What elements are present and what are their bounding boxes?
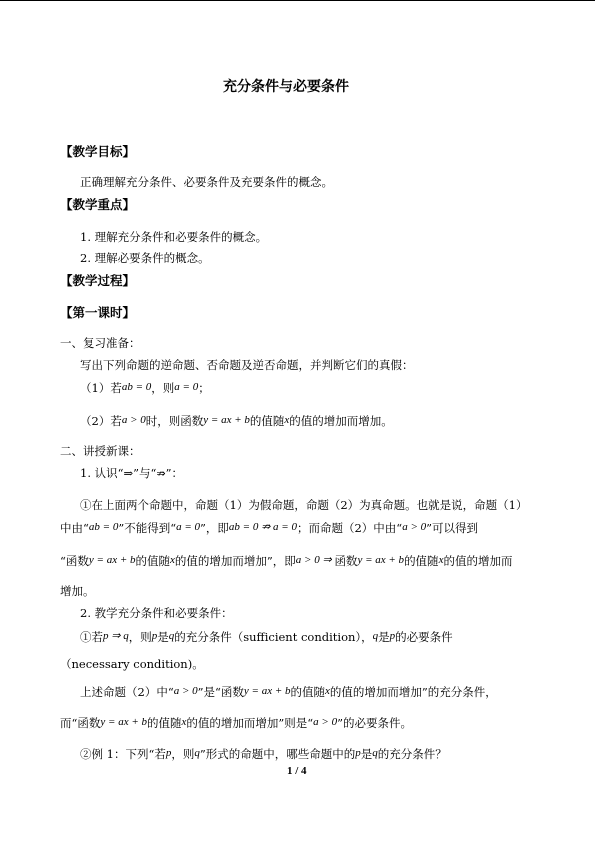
para1-line4: 增加。 bbox=[60, 584, 95, 598]
text: 的值的增加而增加”的充分条件， bbox=[329, 685, 497, 699]
text: 的充分条件？ bbox=[377, 747, 447, 761]
text: ； bbox=[198, 381, 210, 395]
goal-text: 正确理解充分条件、必要条件及充要条件的概念。 bbox=[80, 175, 333, 189]
text: ②例 1：下列“若 bbox=[80, 747, 166, 761]
text: （2）若 bbox=[80, 414, 122, 428]
text: 1. 认识“⇒”与“ bbox=[80, 466, 157, 480]
math-y-eq-ax-b: y = ax + b bbox=[243, 685, 291, 697]
text: 的值的增加而增加”则是“ bbox=[186, 716, 314, 730]
page-title: 充分条件与必要条件 bbox=[223, 79, 349, 95]
math-p: p bbox=[151, 630, 158, 642]
text: 时，则函数 bbox=[145, 414, 204, 428]
step-1-heading bbox=[80, 466, 183, 481]
text: “函数 bbox=[60, 554, 89, 568]
not-implies-symbol: ⇏ bbox=[156, 467, 166, 480]
math-not-implies: ab = 0 ⇏ a = 0 bbox=[228, 521, 297, 533]
math-a-gt-0: a > 0 bbox=[313, 716, 338, 728]
math-a-eq-0: a = 0 bbox=[174, 381, 199, 393]
text: （1）若 bbox=[80, 381, 122, 395]
text: ①若 bbox=[80, 630, 103, 644]
para1-line3 bbox=[60, 554, 512, 569]
text: 是 bbox=[378, 630, 390, 644]
text: 而“函数 bbox=[60, 716, 101, 730]
math-a-gt-0: a > 0 bbox=[121, 414, 146, 426]
math-a-gt-0: a > 0 bbox=[173, 685, 198, 697]
text: 的值的增加而 bbox=[443, 554, 513, 568]
text: ”可以得到 bbox=[426, 521, 479, 535]
text: 的值随 bbox=[135, 554, 171, 568]
math-q: q bbox=[372, 630, 379, 642]
text: 是 bbox=[360, 747, 373, 761]
example-1 bbox=[80, 747, 447, 762]
key-item-2: 2. 理解必要条件的概念。 bbox=[80, 251, 210, 265]
text: 中由“ bbox=[60, 521, 89, 535]
math-x: x bbox=[170, 554, 175, 566]
page-top-rule bbox=[0, 0, 595, 1]
teach-heading: 二、讲授新课： bbox=[60, 444, 141, 458]
math-ab-eq-0: ab = 0 bbox=[88, 521, 119, 533]
text: 上述命题（2）中“ bbox=[80, 685, 174, 699]
math-x: x bbox=[438, 554, 444, 566]
text: ”形式的命题中，哪些命题中的 bbox=[199, 747, 356, 761]
text: ，则 bbox=[128, 630, 152, 644]
math-x: x bbox=[325, 685, 330, 697]
text: ”的必要条件。 bbox=[337, 716, 412, 730]
text: ”： bbox=[165, 466, 184, 480]
text: 的值的增加而增加。 bbox=[289, 414, 393, 428]
math-a-eq-0: a = 0 bbox=[176, 521, 201, 533]
text: ，则 bbox=[171, 747, 195, 761]
text: ”是“函数 bbox=[197, 685, 244, 699]
text: 是 bbox=[157, 630, 169, 644]
text: 的值随 bbox=[249, 414, 285, 428]
para2-line2: （necessary condition)。 bbox=[60, 657, 204, 671]
math-a-gt-0: a > 0 bbox=[402, 521, 427, 533]
para3-line2 bbox=[60, 716, 412, 731]
text: ”，即 bbox=[200, 521, 229, 535]
para3-line1 bbox=[80, 685, 497, 700]
review-heading: 一、复习准备： bbox=[60, 336, 141, 350]
section-heading-process: 【教学过程】 bbox=[60, 273, 136, 288]
step-2-heading: 2. 教学充分条件和必要条件： bbox=[80, 606, 233, 620]
text: 的值随 bbox=[147, 716, 182, 730]
math-implies: a > 0 ⇒ bbox=[295, 554, 335, 566]
text: 的值随 bbox=[404, 554, 439, 568]
text: 的充分条件（sufficient condition）， bbox=[174, 630, 373, 644]
section-heading-key: 【教学重点】 bbox=[60, 197, 136, 212]
proposition-1 bbox=[80, 381, 210, 396]
math-p-implies-q: p ⇒ q bbox=[103, 630, 129, 642]
math-y-eq-ax-b: y = ax + b bbox=[88, 554, 136, 566]
page-number: 1 / 4 bbox=[287, 765, 307, 777]
math-y-eq-ax-b: y = ax + b bbox=[357, 554, 405, 566]
text: 的值随 bbox=[290, 685, 326, 699]
math-p: p bbox=[389, 630, 396, 642]
section-heading-goal: 【教学目标】 bbox=[60, 144, 136, 159]
text: 函数 bbox=[334, 554, 358, 568]
math-x: x bbox=[181, 716, 187, 728]
para2-line1 bbox=[80, 630, 453, 645]
math-y-eq-ax-b: y = ax + b bbox=[203, 414, 250, 426]
text: 的值的增加而增加”，即 bbox=[174, 554, 296, 568]
math-q: q bbox=[194, 747, 200, 759]
math-x: x bbox=[284, 414, 290, 426]
key-item-1: 1. 理解充分条件和必要条件的概念。 bbox=[80, 230, 268, 244]
para1-line2 bbox=[60, 521, 478, 536]
math-y-eq-ax-b: y = ax + b bbox=[100, 716, 148, 728]
proposition-2 bbox=[80, 414, 393, 429]
math-q: q bbox=[372, 747, 378, 759]
review-intro: 写出下列命题的逆命题、否命题及逆否命题，并判断它们的真假： bbox=[80, 358, 414, 372]
math-p: p bbox=[355, 747, 361, 759]
math-ab-eq-0: ab = 0 bbox=[121, 381, 152, 393]
text: 的必要条件 bbox=[395, 630, 453, 644]
math-p: p bbox=[165, 747, 172, 759]
text: ；而命题（2）中由“ bbox=[296, 521, 403, 535]
para1-line1: ①在上面两个命题中，命题（1）为假命题，命题（2）为真命题。也就是说，命题（1） bbox=[80, 498, 528, 512]
section-heading-lesson1: 【第一课时】 bbox=[60, 305, 136, 320]
text: ，则 bbox=[151, 381, 175, 395]
math-q: q bbox=[168, 630, 175, 642]
text: ”不能得到“ bbox=[118, 521, 177, 535]
